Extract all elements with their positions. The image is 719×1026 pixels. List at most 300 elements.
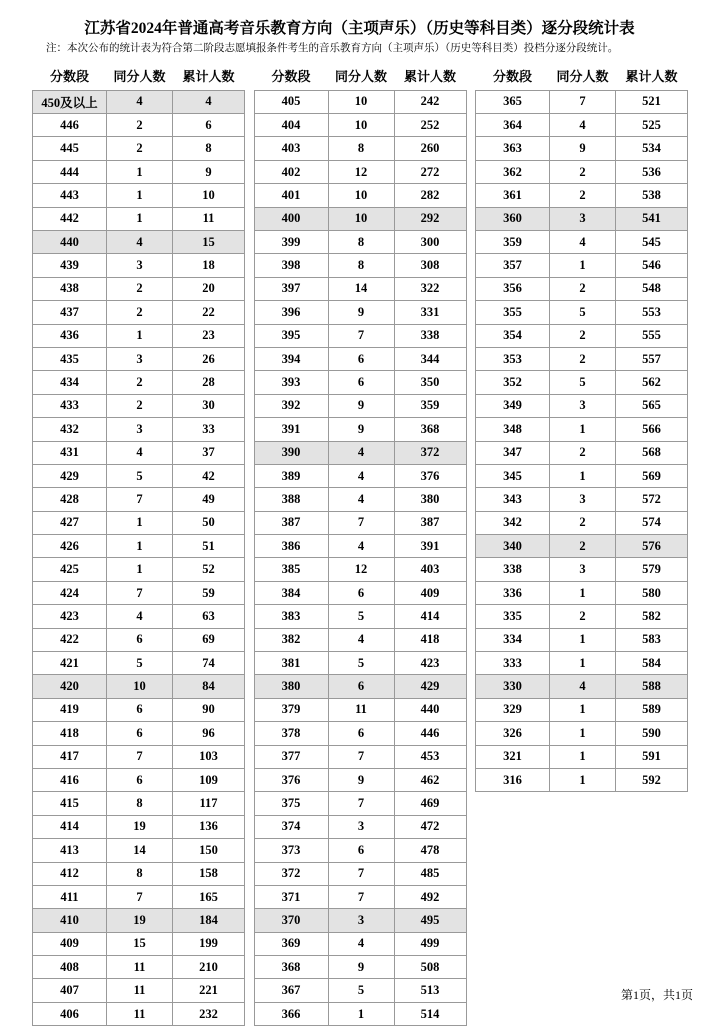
- cell-score: 326: [476, 722, 550, 745]
- table-row: [33, 909, 245, 932]
- table-row: [476, 114, 688, 137]
- page-note: 注：本次公布的统计表为符合第二阶段志愿填报条件考生的音乐教育方向（主项声乐）（历史等科目类）投档分逐分段统计。: [46, 43, 619, 54]
- cell-cumulative: 260: [394, 137, 466, 160]
- cell-score: 426: [33, 535, 107, 558]
- cell-cumulative: 418: [394, 628, 466, 651]
- cell-count: 7: [328, 511, 394, 534]
- cell-cumulative: 8: [173, 137, 245, 160]
- cell-cumulative: 59: [173, 581, 245, 604]
- cell-score: 398: [254, 254, 328, 277]
- cell-count: 6: [107, 768, 173, 791]
- table-row: [33, 815, 245, 838]
- cell-count: 2: [550, 347, 616, 370]
- cell-score: 381: [254, 652, 328, 675]
- cell-cumulative: 429: [394, 675, 466, 698]
- cell-cumulative: 545: [616, 230, 688, 253]
- table-row: [476, 535, 688, 558]
- cell-count: 12: [328, 558, 394, 581]
- table-row: [254, 207, 466, 230]
- table-row: [33, 722, 245, 745]
- cell-count: 2: [550, 605, 616, 628]
- cell-count: 1: [107, 324, 173, 347]
- cell-score: 401: [254, 184, 328, 207]
- cell-cumulative: 376: [394, 464, 466, 487]
- table-row: [476, 230, 688, 253]
- cell-cumulative: 569: [616, 464, 688, 487]
- table-row: [33, 464, 245, 487]
- cell-cumulative: 485: [394, 862, 466, 885]
- cell-cumulative: 199: [173, 932, 245, 955]
- cell-count: 3: [107, 347, 173, 370]
- cell-count: 4: [328, 628, 394, 651]
- cell-cumulative: 579: [616, 558, 688, 581]
- table-column-3: [475, 64, 687, 793]
- table-row: [254, 698, 466, 721]
- table-row: [476, 558, 688, 581]
- cell-cumulative: 553: [616, 301, 688, 324]
- header-count: 同分人数: [113, 69, 166, 85]
- table-header-1: [33, 64, 245, 91]
- cell-cumulative: 232: [173, 1002, 245, 1025]
- cell-score: 362: [476, 160, 550, 183]
- cell-score: 372: [254, 862, 328, 885]
- cell-score: 402: [254, 160, 328, 183]
- cell-score: 397: [254, 277, 328, 300]
- cell-score: 385: [254, 558, 328, 581]
- cell-score: 404: [254, 114, 328, 137]
- table-row: [476, 581, 688, 604]
- cell-cumulative: 423: [394, 652, 466, 675]
- cell-count: 2: [107, 137, 173, 160]
- table-row: [33, 745, 245, 768]
- cell-score: 431: [33, 441, 107, 464]
- cell-score: 356: [476, 277, 550, 300]
- cell-score: 396: [254, 301, 328, 324]
- cell-count: 11: [107, 1002, 173, 1025]
- cell-cumulative: 574: [616, 511, 688, 534]
- cell-count: 5: [328, 605, 394, 628]
- cell-score: 436: [33, 324, 107, 347]
- cell-cumulative: 30: [173, 394, 245, 417]
- cell-count: 1: [107, 160, 173, 183]
- cell-count: 7: [328, 324, 394, 347]
- cell-count: 2: [550, 184, 616, 207]
- cell-score: 379: [254, 698, 328, 721]
- cell-count: 4: [328, 488, 394, 511]
- cell-score: 333: [476, 652, 550, 675]
- cell-count: 2: [107, 114, 173, 137]
- cell-count: 10: [328, 207, 394, 230]
- table-row: [33, 137, 245, 160]
- cell-score: 338: [476, 558, 550, 581]
- table-row: [476, 605, 688, 628]
- table-row: [33, 932, 245, 955]
- cell-count: 9: [328, 768, 394, 791]
- table-row: [33, 862, 245, 885]
- table-row: [33, 418, 245, 441]
- cell-count: 6: [328, 722, 394, 745]
- cell-count: 6: [328, 581, 394, 604]
- cell-score: 407: [33, 979, 107, 1002]
- table-row: [33, 230, 245, 253]
- cell-score: 437: [33, 301, 107, 324]
- cell-score: 386: [254, 535, 328, 558]
- cell-score: 347: [476, 441, 550, 464]
- cell-score: 444: [33, 160, 107, 183]
- table-row: [33, 839, 245, 862]
- cell-cumulative: 391: [394, 535, 466, 558]
- table-row: [33, 90, 245, 113]
- cell-cumulative: 525: [616, 114, 688, 137]
- cell-count: 3: [550, 488, 616, 511]
- cell-cumulative: 508: [394, 956, 466, 979]
- cell-count: 1: [107, 207, 173, 230]
- cell-count: 5: [328, 652, 394, 675]
- cell-cumulative: 52: [173, 558, 245, 581]
- cell-cumulative: 300: [394, 230, 466, 253]
- cell-cumulative: 4: [173, 90, 245, 113]
- cell-cumulative: 580: [616, 581, 688, 604]
- cell-count: 4: [107, 90, 173, 113]
- cell-count: 7: [328, 792, 394, 815]
- cell-count: 6: [328, 371, 394, 394]
- cell-score: 340: [476, 535, 550, 558]
- table-row: [254, 301, 466, 324]
- table-row: [476, 441, 688, 464]
- cell-score: 439: [33, 254, 107, 277]
- cell-cumulative: 536: [616, 160, 688, 183]
- table-row: [476, 675, 688, 698]
- cell-cumulative: 576: [616, 535, 688, 558]
- table-row: [254, 862, 466, 885]
- header-row: [254, 64, 466, 91]
- table-body-2: [254, 90, 466, 1026]
- table-row: [33, 488, 245, 511]
- cell-cumulative: 96: [173, 722, 245, 745]
- cell-score: 316: [476, 768, 550, 791]
- cell-score: 391: [254, 418, 328, 441]
- table-row: [476, 488, 688, 511]
- table-row: [476, 768, 688, 791]
- cell-score: 321: [476, 745, 550, 768]
- cell-count: 10: [328, 114, 394, 137]
- cell-score: 378: [254, 722, 328, 745]
- cell-count: 4: [328, 464, 394, 487]
- cell-count: 3: [328, 909, 394, 932]
- cell-cumulative: 210: [173, 956, 245, 979]
- table-row: [254, 581, 466, 604]
- cell-count: 2: [550, 324, 616, 347]
- cell-count: 1: [550, 464, 616, 487]
- cell-count: 4: [107, 230, 173, 253]
- cell-count: 8: [328, 137, 394, 160]
- cell-cumulative: 184: [173, 909, 245, 932]
- table-row: [33, 207, 245, 230]
- cell-score: 421: [33, 652, 107, 675]
- cell-count: 1: [550, 722, 616, 745]
- cell-cumulative: 322: [394, 277, 466, 300]
- cell-score: 354: [476, 324, 550, 347]
- cell-count: 6: [328, 347, 394, 370]
- cell-count: 3: [550, 558, 616, 581]
- cell-score: 368: [254, 956, 328, 979]
- cell-count: 12: [328, 160, 394, 183]
- cell-cumulative: 380: [394, 488, 466, 511]
- table-row: [254, 909, 466, 932]
- cell-cumulative: 20: [173, 277, 245, 300]
- table-row: [33, 698, 245, 721]
- cell-cumulative: 338: [394, 324, 466, 347]
- cell-count: 8: [328, 254, 394, 277]
- cell-count: 19: [107, 815, 173, 838]
- cell-cumulative: 557: [616, 347, 688, 370]
- table-row: [254, 418, 466, 441]
- table-row: [254, 254, 466, 277]
- cell-cumulative: 109: [173, 768, 245, 791]
- cell-cumulative: 572: [616, 488, 688, 511]
- cell-count: 2: [550, 160, 616, 183]
- cell-count: 4: [550, 114, 616, 137]
- cell-score: 355: [476, 301, 550, 324]
- score-table-1: [32, 64, 245, 1026]
- cell-cumulative: 10: [173, 184, 245, 207]
- cell-count: 1: [107, 511, 173, 534]
- cell-cumulative: 18: [173, 254, 245, 277]
- cell-cumulative: 344: [394, 347, 466, 370]
- cell-cumulative: 11: [173, 207, 245, 230]
- cell-score: 388: [254, 488, 328, 511]
- cell-count: 1: [107, 184, 173, 207]
- cell-score: 353: [476, 347, 550, 370]
- table-row: [33, 394, 245, 417]
- table-row: [254, 184, 466, 207]
- table-row: [33, 301, 245, 324]
- table-body-3: [476, 90, 688, 792]
- cell-count: 7: [328, 745, 394, 768]
- table-row: [254, 464, 466, 487]
- cell-cumulative: 555: [616, 324, 688, 347]
- cell-cumulative: 42: [173, 464, 245, 487]
- cell-count: 3: [550, 207, 616, 230]
- cell-count: 5: [550, 371, 616, 394]
- table-row: [33, 956, 245, 979]
- cell-count: 4: [107, 605, 173, 628]
- cell-score: 380: [254, 675, 328, 698]
- cell-cumulative: 136: [173, 815, 245, 838]
- cell-cumulative: 74: [173, 652, 245, 675]
- table-row: [33, 254, 245, 277]
- cell-score: 342: [476, 511, 550, 534]
- cell-score: 360: [476, 207, 550, 230]
- cell-cumulative: 15: [173, 230, 245, 253]
- cell-score: 414: [33, 815, 107, 838]
- cell-cumulative: 440: [394, 698, 466, 721]
- cell-count: 14: [328, 277, 394, 300]
- table-row: [254, 932, 466, 955]
- cell-count: 7: [328, 862, 394, 885]
- cell-score: 442: [33, 207, 107, 230]
- cell-score: 446: [33, 114, 107, 137]
- table-row: [33, 581, 245, 604]
- cell-count: 5: [107, 464, 173, 487]
- cell-score: 335: [476, 605, 550, 628]
- cell-cumulative: 514: [394, 1002, 466, 1025]
- table-row: [33, 605, 245, 628]
- cell-count: 4: [328, 535, 394, 558]
- table-row: [254, 394, 466, 417]
- table-row: [33, 628, 245, 651]
- cell-count: 5: [328, 979, 394, 1002]
- cell-score: 367: [254, 979, 328, 1002]
- cell-score: 424: [33, 581, 107, 604]
- table-row: [254, 137, 466, 160]
- cell-count: 5: [107, 652, 173, 675]
- cell-cumulative: 308: [394, 254, 466, 277]
- cell-score: 382: [254, 628, 328, 651]
- cell-cumulative: 582: [616, 605, 688, 628]
- cell-cumulative: 478: [394, 839, 466, 862]
- cell-cumulative: 538: [616, 184, 688, 207]
- table-row: [33, 558, 245, 581]
- cell-score: 410: [33, 909, 107, 932]
- table-row: [254, 511, 466, 534]
- table-row: [476, 277, 688, 300]
- cell-count: 3: [107, 418, 173, 441]
- cell-count: 1: [550, 418, 616, 441]
- table-columns: [18, 64, 701, 1026]
- table-row: [476, 207, 688, 230]
- cell-score: 359: [476, 230, 550, 253]
- cell-count: 4: [550, 230, 616, 253]
- cell-count: 4: [328, 932, 394, 955]
- cell-count: 5: [550, 301, 616, 324]
- cell-score: 345: [476, 464, 550, 487]
- cell-count: 3: [328, 815, 394, 838]
- table-row: [254, 277, 466, 300]
- cell-count: 11: [328, 698, 394, 721]
- table-row: [33, 277, 245, 300]
- cell-count: 6: [107, 698, 173, 721]
- page-title: 江苏省2024年普通高考音乐教育方向（主项声乐）（历史等科目类）逐分段统计表: [84, 20, 635, 37]
- cell-count: 11: [107, 956, 173, 979]
- table-row: [254, 839, 466, 862]
- cell-cumulative: 521: [616, 90, 688, 113]
- cell-cumulative: 331: [394, 301, 466, 324]
- table-row: [476, 301, 688, 324]
- cell-cumulative: 588: [616, 675, 688, 698]
- cell-count: 9: [328, 956, 394, 979]
- cell-cumulative: 453: [394, 745, 466, 768]
- table-row: [254, 90, 466, 113]
- cell-score: 400: [254, 207, 328, 230]
- cell-count: 6: [328, 839, 394, 862]
- cell-score: 425: [33, 558, 107, 581]
- cell-score: 443: [33, 184, 107, 207]
- cell-count: 3: [550, 394, 616, 417]
- cell-score: 343: [476, 488, 550, 511]
- table-row: [33, 652, 245, 675]
- table-row: [476, 254, 688, 277]
- table-row: [254, 722, 466, 745]
- cell-count: 14: [107, 839, 173, 862]
- cell-cumulative: 28: [173, 371, 245, 394]
- cell-score: 418: [33, 722, 107, 745]
- cell-cumulative: 9: [173, 160, 245, 183]
- cell-score: 330: [476, 675, 550, 698]
- cell-cumulative: 592: [616, 768, 688, 791]
- cell-score: 394: [254, 347, 328, 370]
- cell-cumulative: 350: [394, 371, 466, 394]
- cell-count: 2: [550, 441, 616, 464]
- table-row: [254, 956, 466, 979]
- cell-count: 2: [107, 371, 173, 394]
- cell-count: 8: [107, 862, 173, 885]
- table-header-2: [254, 64, 466, 91]
- table-row: [33, 792, 245, 815]
- table-row: [254, 768, 466, 791]
- cell-count: 19: [107, 909, 173, 932]
- cell-score: 334: [476, 628, 550, 651]
- table-row: [33, 371, 245, 394]
- cell-cumulative: 562: [616, 371, 688, 394]
- cell-cumulative: 63: [173, 605, 245, 628]
- cell-count: 3: [107, 254, 173, 277]
- cell-score: 363: [476, 137, 550, 160]
- table-row: [254, 815, 466, 838]
- cell-score: 438: [33, 277, 107, 300]
- cell-score: 411: [33, 885, 107, 908]
- cell-cumulative: 84: [173, 675, 245, 698]
- table-row: [254, 114, 466, 137]
- cell-cumulative: 49: [173, 488, 245, 511]
- cell-cumulative: 37: [173, 441, 245, 464]
- cell-cumulative: 590: [616, 722, 688, 745]
- cell-count: 4: [550, 675, 616, 698]
- cell-count: 7: [328, 885, 394, 908]
- cell-cumulative: 103: [173, 745, 245, 768]
- cell-score: 348: [476, 418, 550, 441]
- cell-score: 376: [254, 768, 328, 791]
- table-row: [476, 628, 688, 651]
- cell-score: 377: [254, 745, 328, 768]
- cell-count: 6: [107, 722, 173, 745]
- table-row: [476, 722, 688, 745]
- cell-cumulative: 469: [394, 792, 466, 815]
- cell-count: 2: [550, 535, 616, 558]
- cell-cumulative: 282: [394, 184, 466, 207]
- cell-score: 364: [476, 114, 550, 137]
- cell-cumulative: 292: [394, 207, 466, 230]
- cell-cumulative: 548: [616, 277, 688, 300]
- header-score: 分数段: [271, 69, 311, 85]
- cell-cumulative: 403: [394, 558, 466, 581]
- cell-cumulative: 589: [616, 698, 688, 721]
- cell-score: 369: [254, 932, 328, 955]
- table-row: [254, 347, 466, 370]
- cell-score: 399: [254, 230, 328, 253]
- cell-score: 423: [33, 605, 107, 628]
- cell-cumulative: 26: [173, 347, 245, 370]
- cell-score: 336: [476, 581, 550, 604]
- table-row: [254, 1002, 466, 1025]
- cell-score: 395: [254, 324, 328, 347]
- cell-cumulative: 495: [394, 909, 466, 932]
- header-count: 同分人数: [556, 69, 609, 85]
- score-table-3: [475, 64, 688, 793]
- table-row: [33, 675, 245, 698]
- cell-score: 445: [33, 137, 107, 160]
- cell-score: 434: [33, 371, 107, 394]
